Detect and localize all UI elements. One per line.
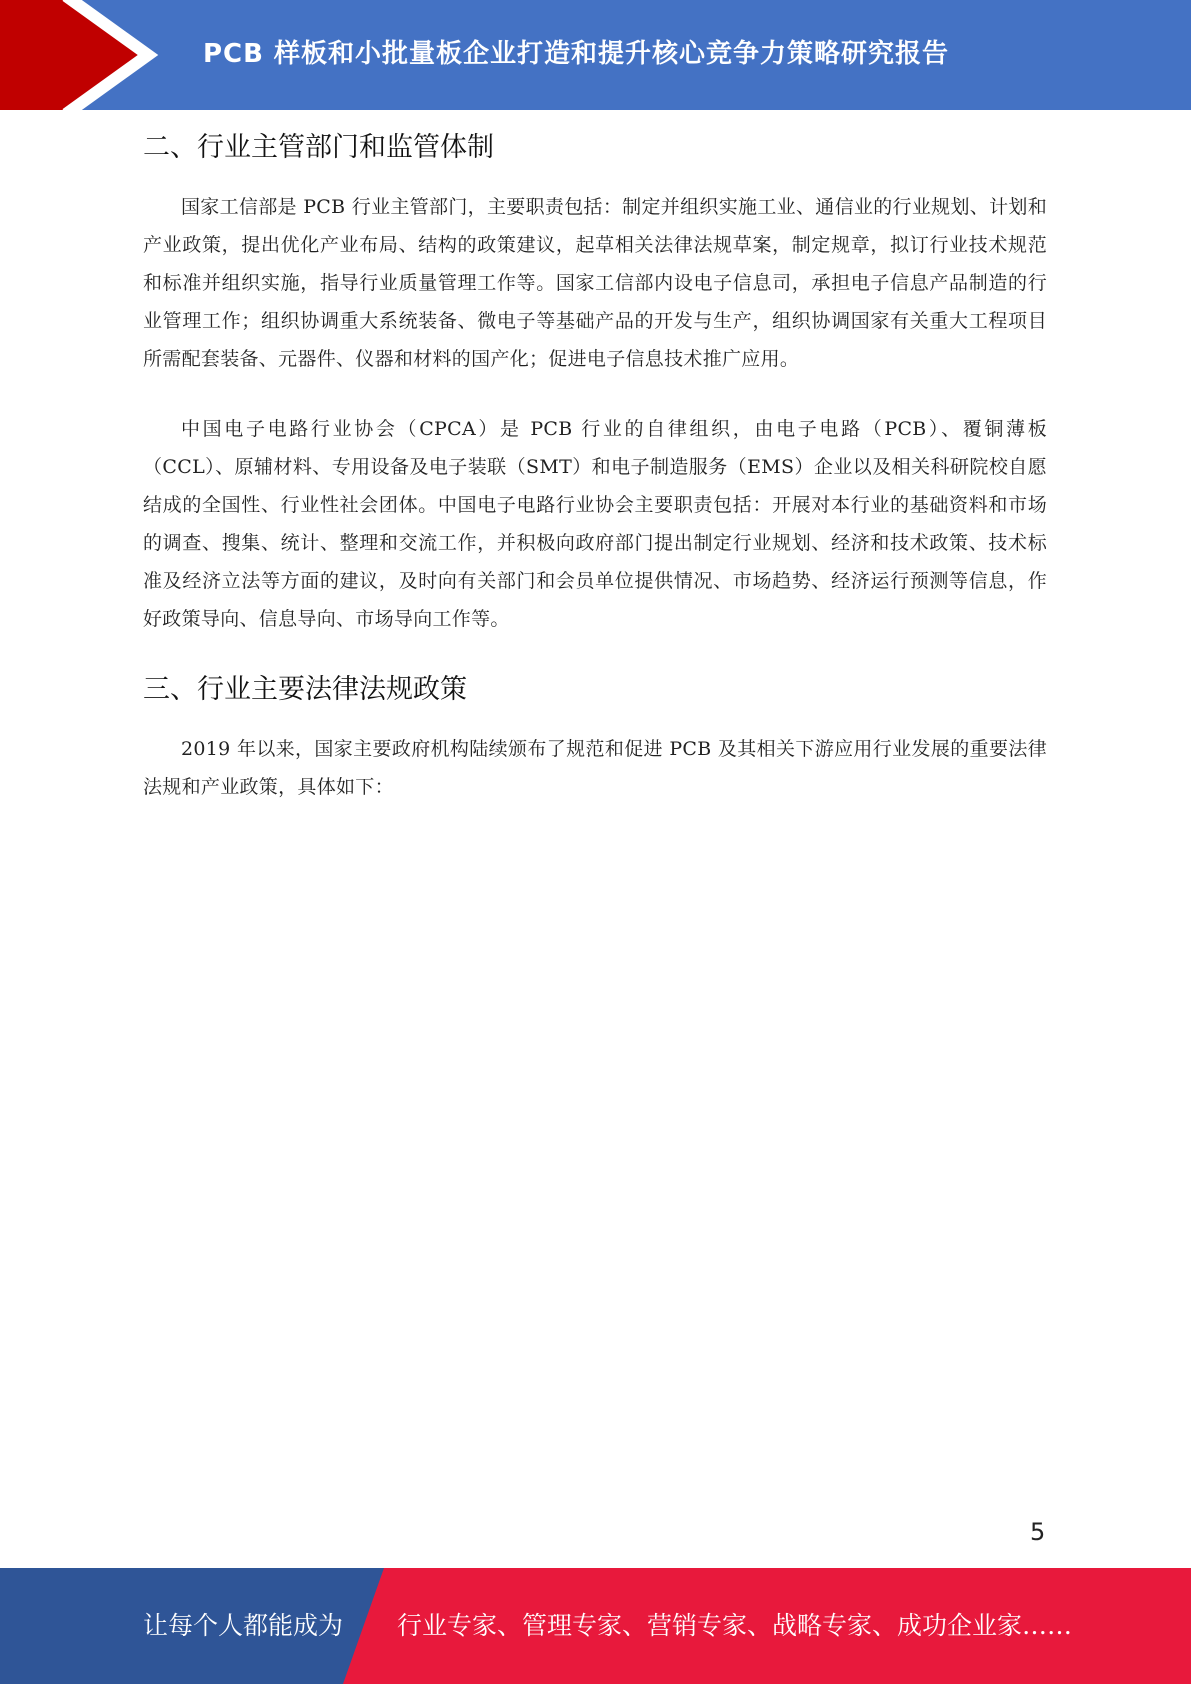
footer-slogan-right: 行业专家、管理专家、营销专家、战略专家、成功企业家…… bbox=[397, 1611, 1073, 1640]
paragraph: 国家工信部是 PCB 行业主管部门，主要职责包括：制定并组织实施工业、通信业的行业规划、计划和产业政策，提出优化产业布局、结构的政策建议，起草相关法律法规草案，制定规章，拟订行业技术规范和标准并组织实施，指导行业质量管理工作等。国家工信部内设电子信息司，承担电子信息产品制造的行业管理工作；组织协调重大系统装备、微电子等基础产品的开发与生产，组织协调国家有关重大工程项目所需配套装备、元器件、仪器和材料的国产化；促进电子信息技术推广应用。 bbox=[143, 196, 1047, 370]
section-heading: 三、行业主要法律法规政策 bbox=[143, 674, 467, 705]
footer-band bbox=[0, 1568, 1191, 1684]
section-heading: 二、行业主管部门和监管体制 bbox=[143, 132, 494, 163]
paragraph: 中国电子电路行业协会（CPCA）是 PCB 行业的自律组织，由电子电路（PCB）、覆铜薄板（CCL）、原辅材料、专用设备及电子装联（SMT）和电子制造服务（EMS）企业以及相关科研院校自愿结成的全国性、行业性社会团体。中国电子电路行业协会主要职责包括：开展对本行业的基础资料和市场的调查、搜集、统计、整理和交流工作，并积极向政府部门提出制定行业规划、经济和技术政策、技术标准及经济立法等方面的建议，及时向有关部门和会员单位提供情况、市场趋势、经济运行预测等信息，作好政策导向、信息导向、市场导向工作等。 bbox=[143, 418, 1047, 630]
page-content bbox=[143, 128, 1047, 838]
page-number: 5 bbox=[1030, 1518, 1046, 1546]
paragraph: 2019 年以来，国家主要政府机构陆续颁布了规范和促进 PCB 及其相关下游应用行业发展的重要法律法规和产业政策，具体如下： bbox=[143, 738, 1047, 798]
report-title: PCB 样板和小批量板企业打造和提升核心竞争力策略研究报告 bbox=[203, 39, 950, 69]
header-band bbox=[0, 0, 1191, 110]
footer-slogan-left: 让每个人都能成为 bbox=[143, 1611, 344, 1640]
